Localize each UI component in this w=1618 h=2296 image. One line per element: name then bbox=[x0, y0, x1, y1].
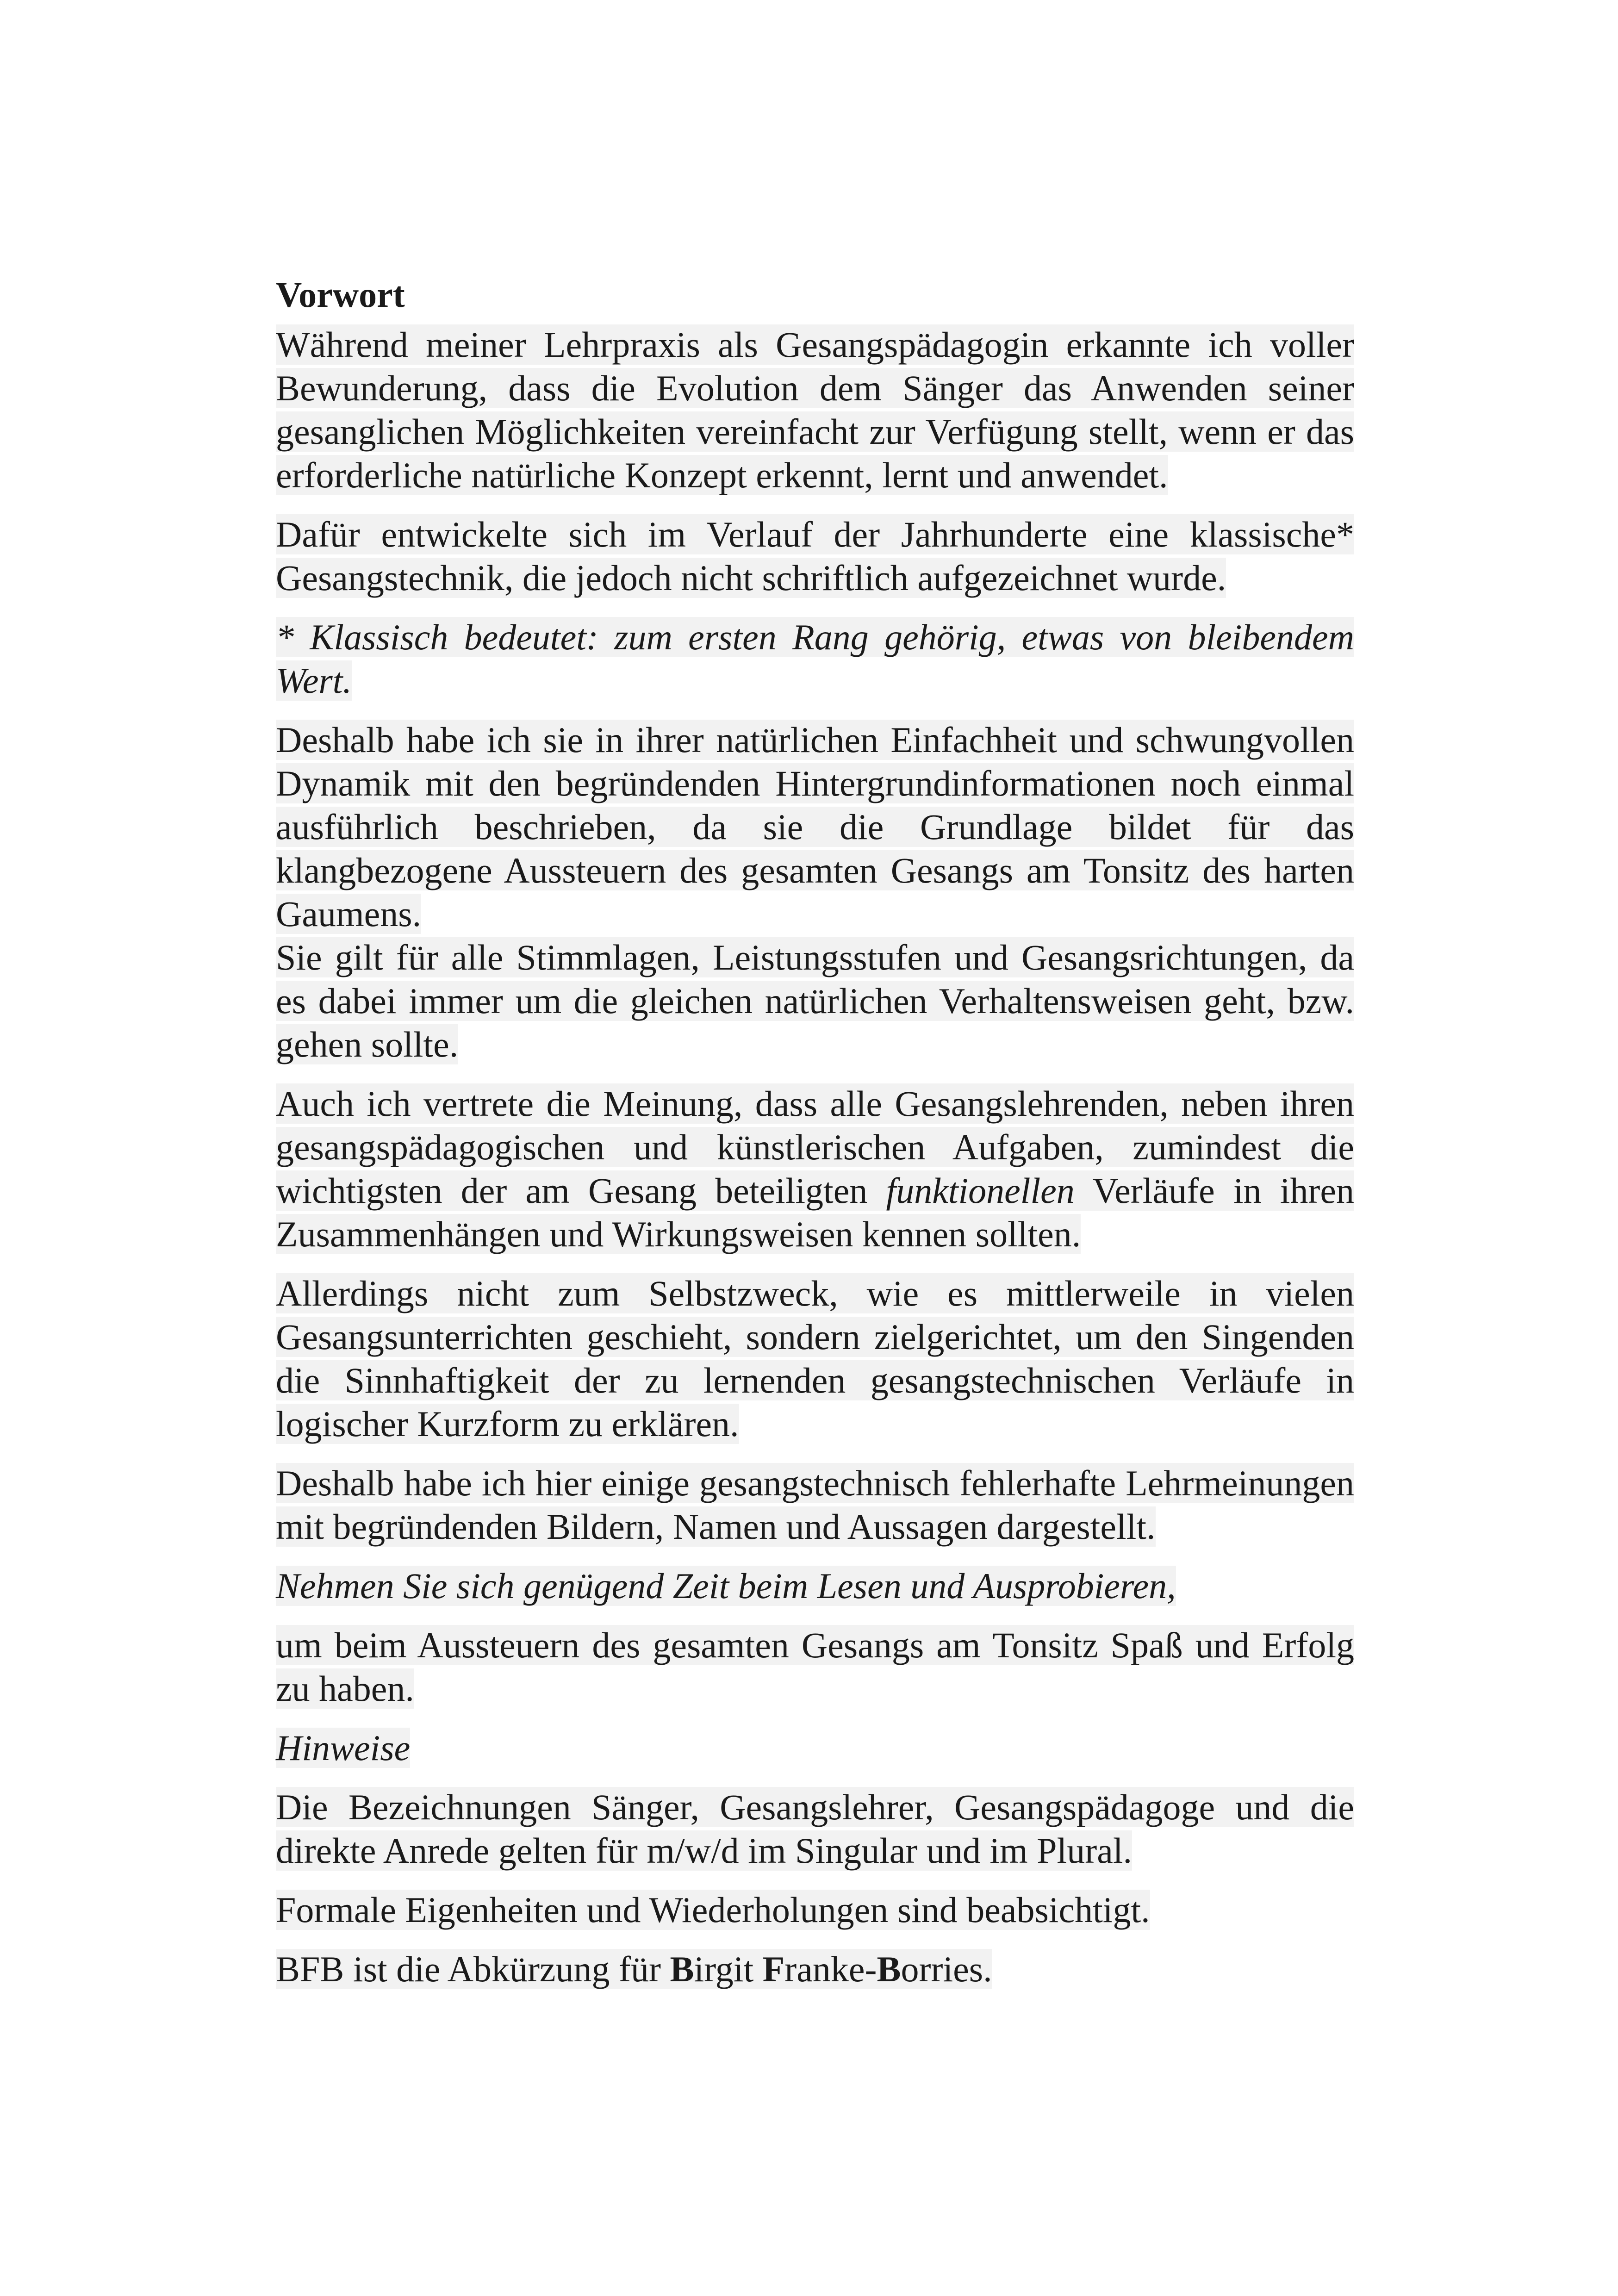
paragraph-8-text: Nehmen Sie sich genügend Zeit beim Lesen und Ausprobieren, bbox=[276, 1566, 1176, 1606]
paragraph-11 bbox=[276, 1888, 1354, 1932]
p12-text-2: ranke- bbox=[784, 1949, 877, 1989]
hinweise-heading-text: Hinweise bbox=[276, 1728, 411, 1768]
p12-before: BFB ist die Abkürzung für bbox=[276, 1949, 670, 1989]
paragraph-7-text: Deshalb habe ich hier einige gesangstechnisch fehlerhafte Lehrmeinungen mit begründenden Bildern, Namen und Aussagen dargestellt. bbox=[276, 1463, 1354, 1547]
footnote-text: * Klassisch bedeutet: zum ersten Rang gehörig, etwas von bleibendem Wert. bbox=[276, 617, 1354, 701]
p12-bold-3: B bbox=[877, 1949, 901, 1989]
paragraph-5-italic: funktionellen bbox=[886, 1170, 1075, 1211]
hinweise-heading bbox=[276, 1726, 1354, 1770]
paragraph-1-text: Während meiner Lehrpraxis als Gesangspädagogin erkannte ich voller Bewunderung, dass die Evolution dem Sänger das Anwenden seiner gesanglichen Möglichkeiten vereinfacht zur Verfügung stellt, wenn er das erforderliche natürliche Konzept erkennt, lernt und anwendet. bbox=[276, 324, 1354, 495]
paragraph-6-text: Allerdings nicht zum Selbstzweck, wie es mittlerweile in vielen Gesangsunterrichten geschieht, sondern zielgerichtet, um den Singenden die Sinnhaftigkeit der zu lernenden gesangstechnischen Verläufe in logischer Kurzform zu erklären. bbox=[276, 1273, 1354, 1444]
p12-bold-2: F bbox=[762, 1949, 785, 1989]
paragraph-5 bbox=[276, 1082, 1354, 1256]
document-page bbox=[276, 273, 1354, 2007]
p12-text-3: orries. bbox=[901, 1949, 992, 1989]
paragraph-8-italic bbox=[276, 1564, 1354, 1608]
paragraph-12-text bbox=[276, 1949, 992, 1989]
paragraph-6 bbox=[276, 1272, 1354, 1446]
paragraph-2-text: Dafür entwickelte sich im Verlauf der Jahrhunderte eine klassische* Gesangstechnik, die jedoch nicht schriftlich aufgezeichnet wurde. bbox=[276, 514, 1354, 598]
paragraph-10-text: Die Bezeichnungen Sänger, Gesangslehrer, Gesangspädagoge und die direkte Anrede gelten für m/w/d im Singular und im Plural. bbox=[276, 1787, 1354, 1871]
paragraph-4 bbox=[276, 936, 1354, 1066]
paragraph-12 bbox=[276, 1948, 1354, 1991]
paragraph-11-text: Formale Eigenheiten und Wiederholungen sind beabsichtigt. bbox=[276, 1890, 1150, 1930]
paragraph-1 bbox=[276, 323, 1354, 497]
paragraph-5-before: Auch ich vertrete die Meinung, dass alle Gesangslehrenden, neben ihren gesangspädagogischen und künstlerischen Aufgaben, zumindest die wichtigsten der am Gesang beteiligten bbox=[276, 1083, 1354, 1211]
footnote-klassisch bbox=[276, 616, 1354, 703]
paragraph-2 bbox=[276, 513, 1354, 600]
paragraph-5-text bbox=[276, 1083, 1354, 1254]
paragraph-3 bbox=[276, 718, 1354, 936]
section-heading-vorwort: Vorwort bbox=[276, 274, 405, 315]
paragraph-10 bbox=[276, 1786, 1354, 1873]
paragraph-3-text: Deshalb habe ich sie in ihrer natürlichen Einfachheit und schwungvollen Dynamik mit den begründenden Hintergrundinformationen noch einmal ausführlich beschrieben, da sie die Grundlage bildet für das klangbezogene Aussteuern des gesamten Gesangs am Tonsitz des harten Gaumens. bbox=[276, 720, 1354, 934]
p12-text-1: irgit bbox=[694, 1949, 763, 1989]
paragraph-9 bbox=[276, 1624, 1354, 1711]
paragraph-4-text: Sie gilt für alle Stimmlagen, Leistungsstufen und Gesangsrichtungen, da es dabei immer um die gleichen natürlichen Verhaltensweisen geht, bzw. gehen sollte. bbox=[276, 937, 1354, 1064]
p12-bold-1: B bbox=[670, 1949, 694, 1989]
paragraph-5-after: Verläufe in ihren Zusammenhängen und Wirkungsweisen kennen sollten. bbox=[276, 1170, 1354, 1254]
paragraph-7 bbox=[276, 1462, 1354, 1549]
paragraph-9-text: um beim Aussteuern des gesamten Gesangs am Tonsitz Spaß und Erfolg zu haben. bbox=[276, 1625, 1354, 1709]
